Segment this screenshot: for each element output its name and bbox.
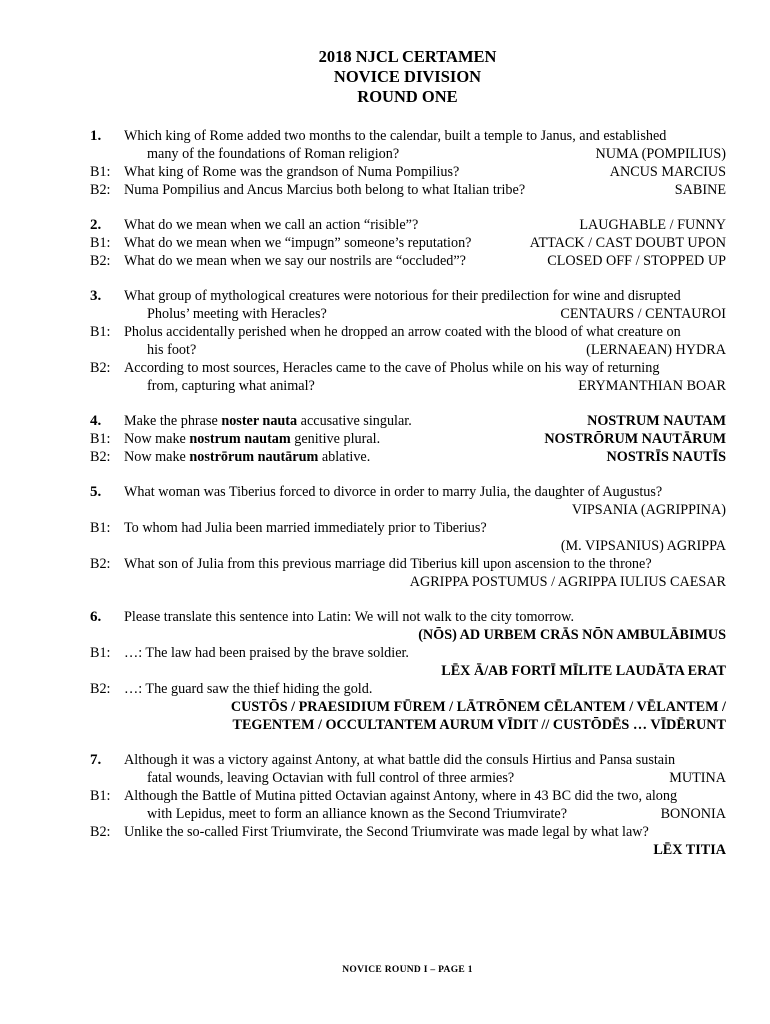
bonus-label: B1: (90, 235, 111, 251)
question-number: 1. (90, 128, 102, 144)
tossup-answer: (NŌS) AD URBEM CRĀS NŌN AMBULĀBIMUS (418, 627, 726, 643)
bonus-answer: NOSTRĪS NAUTĪS (606, 449, 726, 465)
bonus-answer: LĒX Ā/AB FORTĪ MĪLITE LAUDĀTA ERAT (441, 663, 726, 679)
question-list (90, 127, 726, 876)
bonus-label: B1: (90, 788, 111, 804)
question-number: 2. (90, 217, 102, 233)
tossup-text-cont: fatal wounds, leaving Octavian with full control of three armies? (147, 770, 515, 786)
bonus-answer: CLOSED OFF / STOPPED UP (547, 253, 726, 269)
latin-phrase: nostrum nautam (189, 431, 291, 447)
bonus-answer: CUSTŌS / PRAESIDIUM FŪREM / LĀTRŌNEM CĒLANTEM / VĒLANTEM / (230, 699, 726, 715)
question-number: 6. (90, 609, 102, 625)
tossup-text: Which king of Rome added two months to the calendar, built a temple to Janus, and established (124, 128, 667, 144)
tossup-answer: CENTAURS / CENTAUROI (560, 306, 726, 322)
bonus-text: According to most sources, Heracles came to the cave of Pholus while on his way of returning (124, 360, 660, 376)
bonus-text: What do we mean when we “impugn” someone’s reputation? (124, 235, 472, 251)
tossup-answer: NOSTRUM NAUTAM (587, 413, 726, 429)
question-5 (90, 483, 726, 591)
question-2 (90, 216, 726, 270)
question-number: 7. (90, 752, 102, 768)
tossup-answer: NUMA (POMPILIUS) (595, 146, 726, 162)
bonus-label: B1: (90, 324, 111, 340)
tossup-text: Make the phrase (124, 413, 222, 429)
tossup-text: What woman was Tiberius forced to divorce in order to marry Julia, the daughter of Augustus? (124, 484, 663, 500)
bonus-answer: BONONIA (660, 806, 726, 822)
bonus-text-cont: with Lepidus, meet to form an alliance known as the Second Triumvirate? (147, 806, 568, 822)
question-4 (90, 412, 726, 466)
question-number: 5. (90, 484, 102, 500)
tossup-text-end: accusative singular. (297, 413, 412, 429)
title-line-2: NOVICE DIVISION (333, 67, 482, 86)
bonus-text: Pholus accidentally perished when he dropped an arrow coated with the blood of what creature on (124, 324, 681, 340)
tossup-text: Please translate this sentence into Latin: We will not walk to the city tomorrow. (124, 609, 574, 625)
bonus-label: B1: (90, 645, 111, 661)
bonus-label: B2: (90, 681, 111, 697)
question-3 (90, 287, 726, 395)
tossup-answer: MUTINA (669, 770, 726, 786)
title-line-3: ROUND ONE (357, 87, 458, 106)
tossup-answer: VIPSANIA (AGRIPPINA) (571, 502, 726, 518)
bonus-answer: LĒX TITIA (653, 842, 726, 858)
bonus-text: Unlike the so-called First Triumvirate, the Second Triumvirate was made legal by what law? (124, 824, 649, 840)
bonus-label: B2: (90, 182, 111, 198)
bonus-label: B1: (90, 520, 111, 536)
bonus-label: B1: (90, 164, 111, 180)
bonus-answer: NOSTRŌRUM NAUTĀRUM (544, 431, 726, 447)
bonus-label: B2: (90, 360, 111, 376)
bonus-answer: AGRIPPA POSTUMUS / AGRIPPA IULIUS CAESAR (409, 574, 726, 590)
latin-phrase: nostrōrum nautārum (189, 449, 319, 465)
bonus-text: Numa Pompilius and Ancus Marcius both belong to what Italian tribe? (124, 182, 526, 198)
bonus-label: B2: (90, 449, 111, 465)
bonus-text: What do we mean when we say our nostrils are “occluded”? (124, 253, 466, 269)
bonus-answer: ERYMANTHIAN BOAR (578, 378, 726, 394)
bonus-text: Now make (124, 449, 190, 465)
bonus-label: B2: (90, 556, 111, 572)
page-footer: NOVICE ROUND I – PAGE 1 (342, 965, 473, 975)
bonus-text-cont: his foot? (147, 342, 197, 358)
bonus-text: …: The law had been praised by the brave soldier. (124, 645, 409, 661)
bonus-label: B1: (90, 431, 111, 447)
bonus-text-cont: from, capturing what animal? (147, 378, 315, 394)
tossup-text-cont: Pholus’ meeting with Heracles? (147, 306, 327, 322)
bonus-text-end: genitive plural. (290, 431, 381, 447)
bonus-text: What king of Rome was the grandson of Numa Pompilius? (124, 164, 460, 180)
bonus-text: To whom had Julia been married immediately prior to Tiberius? (124, 520, 487, 536)
bonus-answer: ATTACK / CAST DOUBT UPON (529, 235, 726, 251)
question-1 (90, 127, 726, 199)
document-title (0, 47, 770, 107)
bonus-answer-cont: TEGENTEM / OCCULTANTEM AURUM VĪDIT // CUSTŌDĒS … VĪDĒRUNT (232, 717, 726, 733)
tossup-text-cont: many of the foundations of Roman religion? (147, 146, 400, 162)
bonus-text-end: ablative. (318, 449, 371, 465)
question-number: 4. (90, 413, 102, 429)
bonus-text: What son of Julia from this previous marriage did Tiberius kill upon ascension to the throne? (124, 556, 652, 572)
bonus-label: B2: (90, 824, 111, 840)
tossup-text: Although it was a victory against Antony, at what battle did the consuls Hirtius and Pansa sustain (124, 752, 676, 768)
question-number: 3. (90, 288, 102, 304)
bonus-answer: ANCUS MARCIUS (609, 164, 726, 180)
latin-phrase: noster nauta (221, 413, 298, 429)
bonus-text: Now make (124, 431, 190, 447)
bonus-label: B2: (90, 253, 111, 269)
bonus-answer: (M. VIPSANIUS) AGRIPPA (560, 538, 726, 554)
tossup-text: What group of mythological creatures were notorious for their predilection for wine and disrupted (124, 288, 681, 304)
question-7 (90, 751, 726, 859)
bonus-answer: (LERNAEAN) HYDRA (586, 342, 726, 358)
bonus-answer: SABINE (674, 182, 726, 198)
bonus-text: Although the Battle of Mutina pitted Octavian against Antony, where in 43 BC did the two, along (124, 788, 678, 804)
bonus-text: …: The guard saw the thief hiding the gold. (124, 681, 373, 697)
tossup-answer: LAUGHABLE / FUNNY (579, 217, 726, 233)
question-6 (90, 608, 726, 734)
title-line-1: 2018 NJCL CERTAMEN (318, 47, 497, 66)
tossup-text: What do we mean when we call an action “risible”? (124, 217, 419, 233)
